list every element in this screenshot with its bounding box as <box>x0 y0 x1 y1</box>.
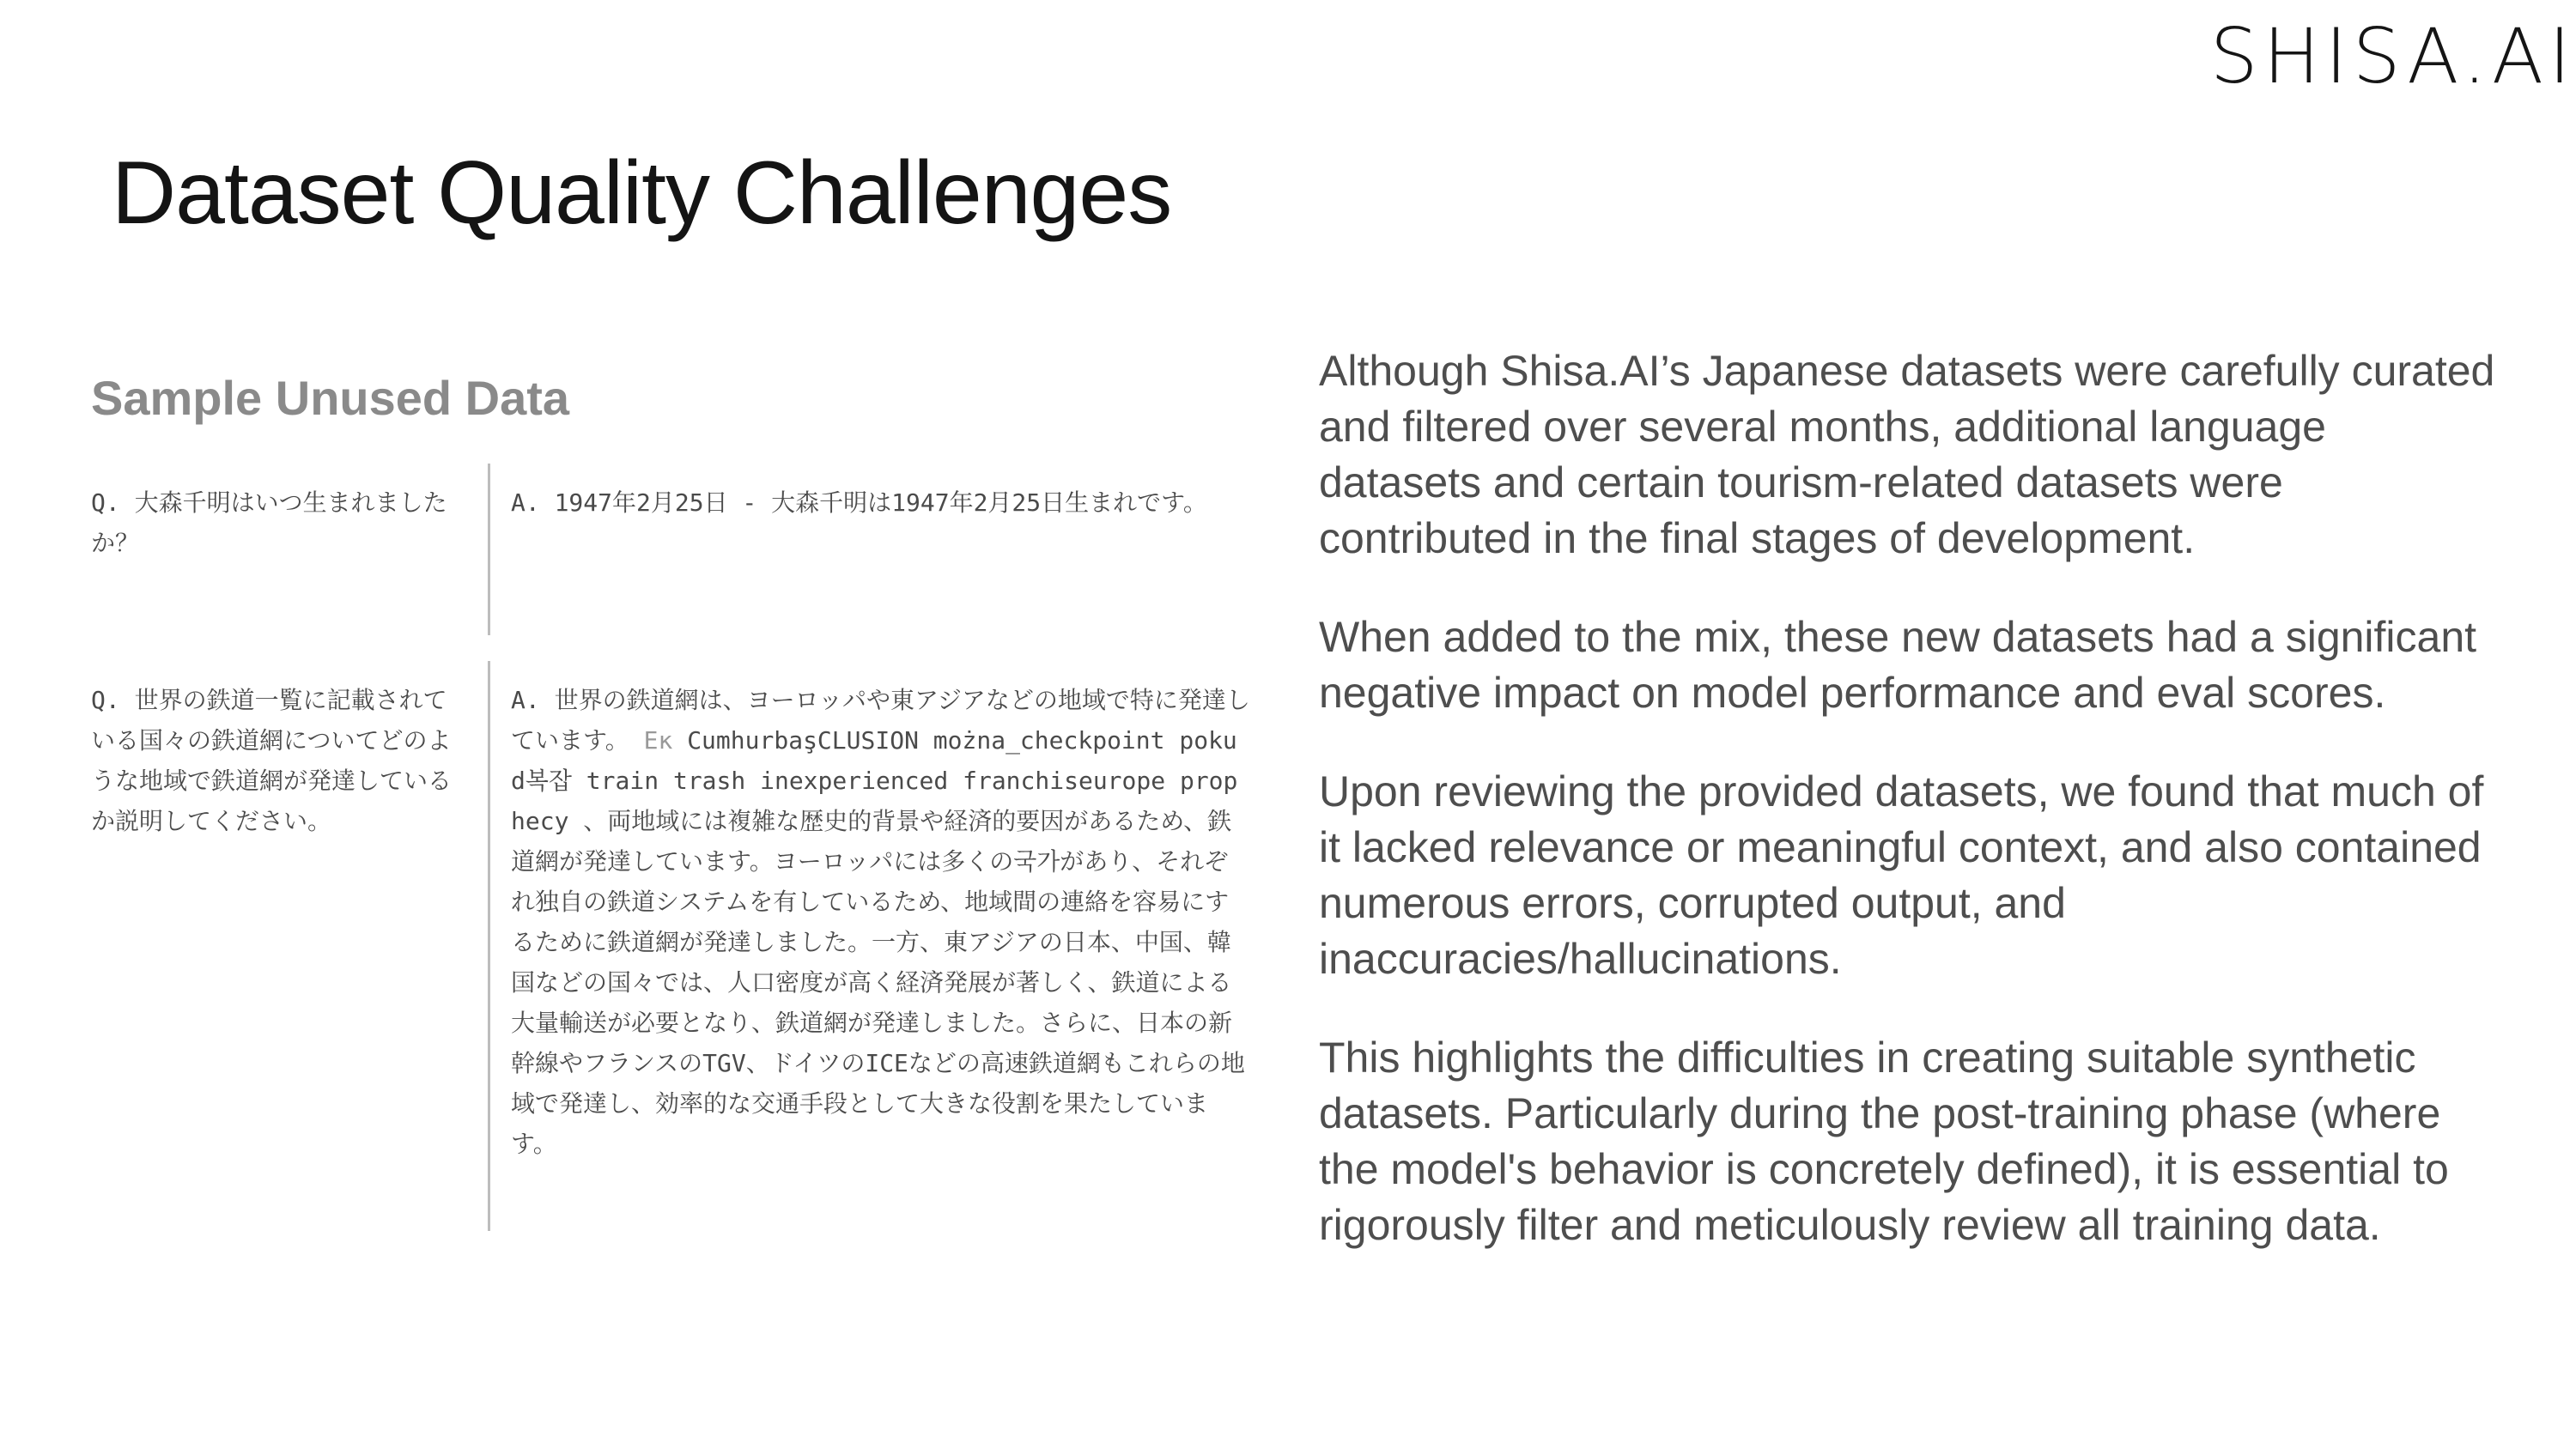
qa-question: Q. 大森千明はいつ生まれましたか？ <box>91 464 490 635</box>
qa-answer <box>490 661 1250 1231</box>
explanation-column <box>1319 343 2495 1296</box>
qa-answer: A. 1947年2月25日 - 大森千明は1947年2月25日生まれです。 <box>511 488 1207 517</box>
sample-heading: Sample Unused Data <box>91 371 570 425</box>
qa-answer-faint-text: Ек <box>629 726 688 755</box>
paragraph: When added to the mix, these new datasets had a significant negative impact on model performance and eval scores. <box>1319 613 2477 717</box>
qa-question: Q. 世界の鉄道一覧に記載されている国々の鉄道網についてどのような地域で鉄道網が発達しているか説明してください。 <box>91 661 490 1231</box>
qa-answer-text: A. 世界の鉄道網は、ヨーロッパや東アジアなどの地域で特に発達しています。 <box>511 686 1250 755</box>
paragraph: Upon reviewing the provided datasets, we found that much of it lacked relevance or meaningful context, and also contained numerous errors, corrupted output, and inaccuracies/hallucinations. <box>1319 767 2484 983</box>
paragraph: Although Shisa.AI’s Japanese datasets were carefully curated and filtered over several months, additional language datasets and certain tourism-related datasets were contributed in the final stages of development. <box>1319 347 2495 562</box>
qa-answer-text-corrupted: CumhurbaşCLUSION można_checkpoint pokud복잡 train trash inexperienced franchiseurope prophecy 、両地域には複雑な歴史的背景や経済的要因があるため、鉄道網が発達しています。ヨーロッパには多くの국가があり、それぞれ独自の鉄道システムを有しているため、地域間の連絡を容易にするために鉄道網が発達しました。一方、東アジアの日本、中国、韓国などの国々では、人口密度が高く経済発展が著しく、鉄道による大量輸送が必要となり、鉄道網が発達しました。さらに、日本の新幹線やフランスのTGV、ドイツのICEなどの高速鉄道網もこれらの地域で発達し、効率的な交通手段として大きな役割を果たしています。 <box>511 726 1245 1158</box>
qa-item <box>91 464 1250 635</box>
paragraph: This highlights the difficulties in creating suitable synthetic datasets. Particularly during the post-training phase (where the model's behavior is concretely defined), it is essential to rigorously filter and meticulously review all training data. <box>1319 1034 2449 1249</box>
page-title: Dataset Quality Challenges <box>112 143 1172 243</box>
shisa-logo: SHISA.AI <box>2209 12 2576 100</box>
qa-item <box>91 661 1250 1231</box>
